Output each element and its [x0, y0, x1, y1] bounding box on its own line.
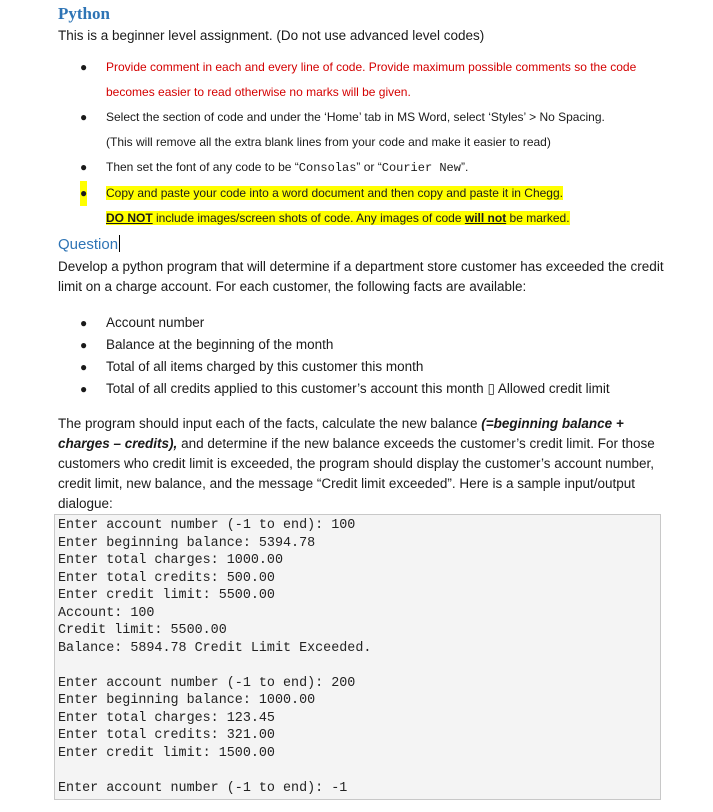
bullet-icon: ● — [80, 382, 88, 396]
fact-text: Total of all items charged by this customer this month — [106, 359, 424, 374]
rule-text: Copy and paste your code into a word document and then copy and paste it in Chegg. — [106, 186, 563, 200]
rule-text-part: Then set the font of any code to be “ — [106, 160, 299, 174]
bullet-icon: ● — [80, 160, 88, 174]
question-paragraph: Develop a python program that will determine if a department store customer has exceeded the credit limit on a charge account. For each customer, the following facts are available: — [58, 259, 664, 294]
fact-item — [80, 312, 680, 334]
code-line: Account: 100 — [58, 605, 155, 621]
code-line: Enter credit limit: 5500.00 — [58, 588, 275, 603]
code-line — [58, 762, 660, 780]
intro-text: This is a beginner level assignment. (Do not use advanced level codes) — [58, 28, 485, 43]
question-heading-text: Question — [58, 236, 119, 253]
question-heading — [58, 235, 120, 253]
bullet-icon: ● — [80, 360, 88, 374]
program-paragraph — [58, 414, 664, 514]
will-not-text: will not — [464, 211, 507, 225]
text-cursor — [119, 235, 120, 252]
rule-text — [106, 211, 570, 225]
code-line: Credit limit: 5500.00 — [58, 623, 227, 638]
rule-item-comments — [80, 55, 690, 105]
rule-text: becomes easier to read otherwise no marks will be given. — [106, 85, 411, 99]
code-line: Enter beginning balance: 5394.78 — [58, 535, 316, 551]
code-line: Balance: 5894.78 Credit Limit Exceeded. — [58, 640, 372, 656]
rule-text: Provide comment in each and every line of code. Provide maximum possible comments so the code — [106, 60, 637, 74]
paragraph-text: The program should input each of the facts, calculate the new balance — [58, 416, 482, 431]
rule-item-styles — [80, 105, 690, 155]
fact-item — [80, 334, 680, 356]
code-line: Enter total charges: 123.45 — [58, 710, 275, 726]
rule-item-font — [80, 155, 690, 181]
rule-item-copy-paste — [80, 181, 690, 231]
rule-text: Select the section of code and under the ‘Home’ tab in MS Word, select ‘Styles’ > No Spacing. — [106, 110, 605, 124]
font-name-consolas: Consolas — [298, 161, 357, 175]
do-not-text: DO NOT — [106, 211, 153, 225]
rule-text: (This will remove all the extra blank lines from your code and make it easier to read) — [106, 135, 551, 149]
fact-text: Balance at the beginning of the month — [106, 337, 334, 352]
bullet-icon: ● — [80, 110, 88, 124]
rule-text-part: include images/screen shots of code. Any images of code — [152, 211, 465, 225]
paragraph-text: and determine if the new balance exceeds the customer’s credit limit. For those customers who credit limit is exceeded, the program should display the customer’s account number, credit limit, new balance, and the message “Credit limit exceeded”. Here is a sample input/output dialogue: — [58, 436, 655, 511]
fact-text: Total of all credits applied to this customer’s account this month ▯ Allowed credit limit — [106, 381, 610, 396]
formula-text: (=beginning balance + charges – credits), — [58, 416, 624, 451]
fact-item — [80, 378, 680, 400]
code-line: Enter beginning balance: 1000.00 — [58, 693, 316, 708]
code-line: Enter total credits: 500.00 — [58, 570, 275, 586]
code-line: Enter total credits: 321.00 — [58, 728, 275, 743]
code-line — [58, 657, 660, 675]
rule-text-part: be marked. — [506, 211, 570, 225]
fact-item — [80, 356, 680, 378]
rule-text-part: ”. — [460, 160, 469, 174]
rules-list — [80, 55, 690, 231]
bullet-icon: ● — [80, 181, 87, 206]
code-line: Enter total charges: 1000.00 — [58, 553, 283, 568]
bullet-icon: ● — [80, 60, 88, 74]
sample-dialogue-box — [54, 514, 661, 800]
code-line: Enter account number (-1 to end): 200 — [58, 675, 356, 691]
font-name-courier: Courier New — [381, 161, 461, 175]
bullet-icon: ● — [80, 338, 88, 352]
facts-list — [80, 312, 680, 400]
code-line: Enter account number (-1 to end): -1 — [58, 780, 348, 796]
code-line: Enter account number (-1 to end): 100 — [58, 518, 356, 533]
rule-text — [106, 155, 690, 181]
bullet-icon: ● — [80, 316, 88, 330]
page-title: Python — [58, 4, 110, 23]
fact-text: Account number — [106, 315, 205, 330]
code-line: Enter credit limit: 1500.00 — [58, 745, 275, 761]
rule-text-part: ” or “ — [356, 160, 382, 174]
